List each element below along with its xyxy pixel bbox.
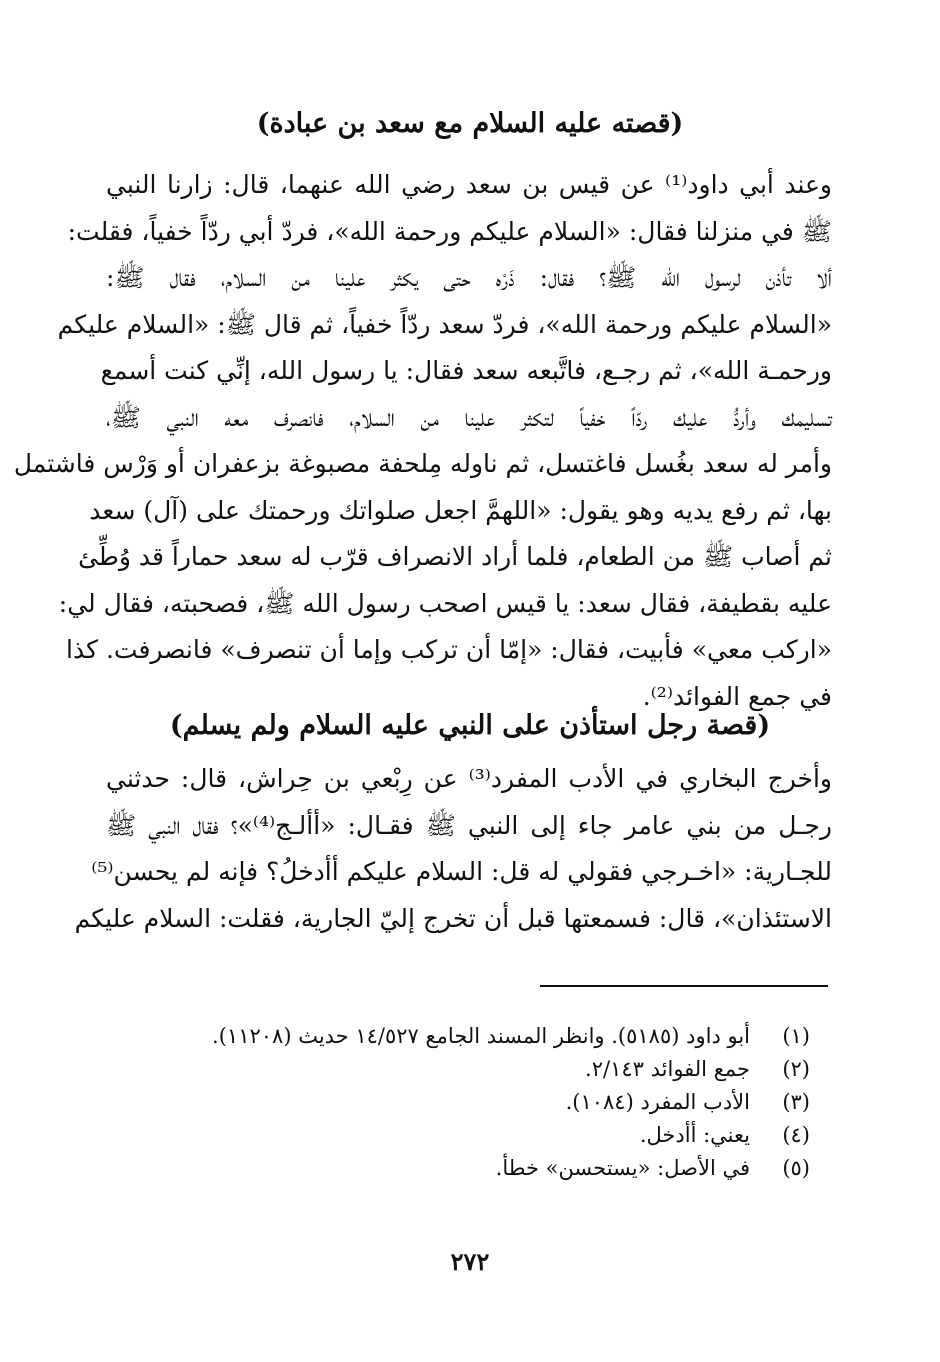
text-line: ﷺ في منزلنا فقال: «السلام عليكم ورحمة الله»، فردّ أبي ردّاً خفياً، فقلت: bbox=[67, 216, 832, 246]
footnote-text: الأدب المفرد (١٠٨٤). bbox=[565, 1090, 750, 1114]
footnote-text: أبو داود (٥١٨٥). وانظر المسند الجامع ١٤/٥٢٧ حديث (١١٢٠٨). bbox=[212, 1024, 750, 1048]
footnotes bbox=[110, 1020, 810, 1185]
text-line: الاستئذان»، قال: فسمعتها قبل أن تخرج إليّ الجارية، فقلت: السلام عليكم bbox=[74, 903, 832, 933]
text-line: وأمر له سعد بغُسل فاغتسل، ثم ناوله مِلحفة مصبوغة بزعفران أو وَرْس فاشتمل bbox=[13, 449, 832, 478]
text-line: «اركب معي» فأبيت، فقال: «إمّا أن تركب وإما أن تنصرف» فانصرفت. كذا bbox=[66, 635, 832, 664]
text-line: ورحمـة الله»، ثم رجـع، فاتَّبعه سعد فقال: يا رسول الله، إنِّي كنت أسمع bbox=[100, 356, 832, 385]
footnote-number: (٣) bbox=[782, 1090, 810, 1114]
text-line: للجـارية: «اخـرجي فقولي له قل: السلام عليكم أأدخلُ؟ فإنه لم يحسن⁽⁵⁾ bbox=[91, 857, 832, 886]
text-line: تسليمك وأردُّ عليك ردّاً خفياً لتكثر علينا من السلام، فانصرف معه النبي ﷺ، bbox=[106, 402, 832, 432]
text-line: وأخرج البخاري في الأدب المفرد⁽³⁾ عن رِبْعي بن حِراش، قال: حدثني bbox=[106, 764, 832, 793]
footnote-number: (١) bbox=[782, 1024, 810, 1048]
text-line: ثم أصاب ﷺ من الطعام، فلما أراد الانصراف قرّب له سعد حماراً قد وُطِّئ bbox=[78, 542, 832, 571]
footnote-divider bbox=[540, 985, 828, 987]
footnote bbox=[110, 1053, 810, 1086]
text-line: في جمع الفوائد⁽²⁾. bbox=[642, 681, 832, 711]
page-number: ٢٧٢ bbox=[450, 1247, 490, 1276]
section-body bbox=[74, 756, 833, 942]
footnote bbox=[110, 1152, 810, 1185]
footnote-text: في الأصل: «يستحسن» خطأ. bbox=[495, 1156, 750, 1180]
text-line: عليه بقطيفة، فقال سعد: يا قيس اصحب رسول الله ﷺ، فصحبته، فقال لي: bbox=[58, 588, 832, 618]
footnote-text: جمع الفوائد ٢/١٤٣. bbox=[585, 1057, 750, 1081]
footnote bbox=[110, 1020, 810, 1053]
text-line: «السلام عليكم ورحمة الله»، فردّ سعد ردّاً خفياً، ثم قال ﷺ: «السلام عليكم bbox=[57, 309, 832, 339]
section-title: (قصة رجل استأذن على النبي عليه السلام ولم يسلم) bbox=[169, 710, 771, 741]
footnote bbox=[110, 1119, 810, 1152]
footnote-text: يعني: أأدخل. bbox=[639, 1123, 750, 1147]
footnote-number: (٤) bbox=[782, 1123, 810, 1147]
footnote-number: (٥) bbox=[782, 1156, 810, 1180]
text-line: ألا تأذن لرسول الله ﷺ؟ فقال: ذَرْه حتى يكثر علينا من السلام، فقال ﷺ: bbox=[106, 263, 832, 292]
footnote-number: (٢) bbox=[782, 1057, 810, 1081]
section-title: (قصته عليه السلام مع سعد بن عبادة) bbox=[256, 108, 684, 139]
text-line: بها، ثم رفع يديه وهو يقول: «اللهمَّ اجعل صلواتك ورحمتك على (آل) سعد bbox=[89, 495, 832, 525]
text-line: رجـل من بني عامر جاء إلى النبي ﷺ فقـال: «أألـج⁽⁴⁾»؟ فقال النبي ﷺ bbox=[106, 810, 833, 840]
footnote bbox=[110, 1086, 810, 1119]
section-body bbox=[13, 162, 832, 720]
text-line: وعند أبي داود⁽¹⁾ عن قيس بن سعد رضي الله عنهما، قال: زارنا النبي bbox=[106, 170, 832, 199]
